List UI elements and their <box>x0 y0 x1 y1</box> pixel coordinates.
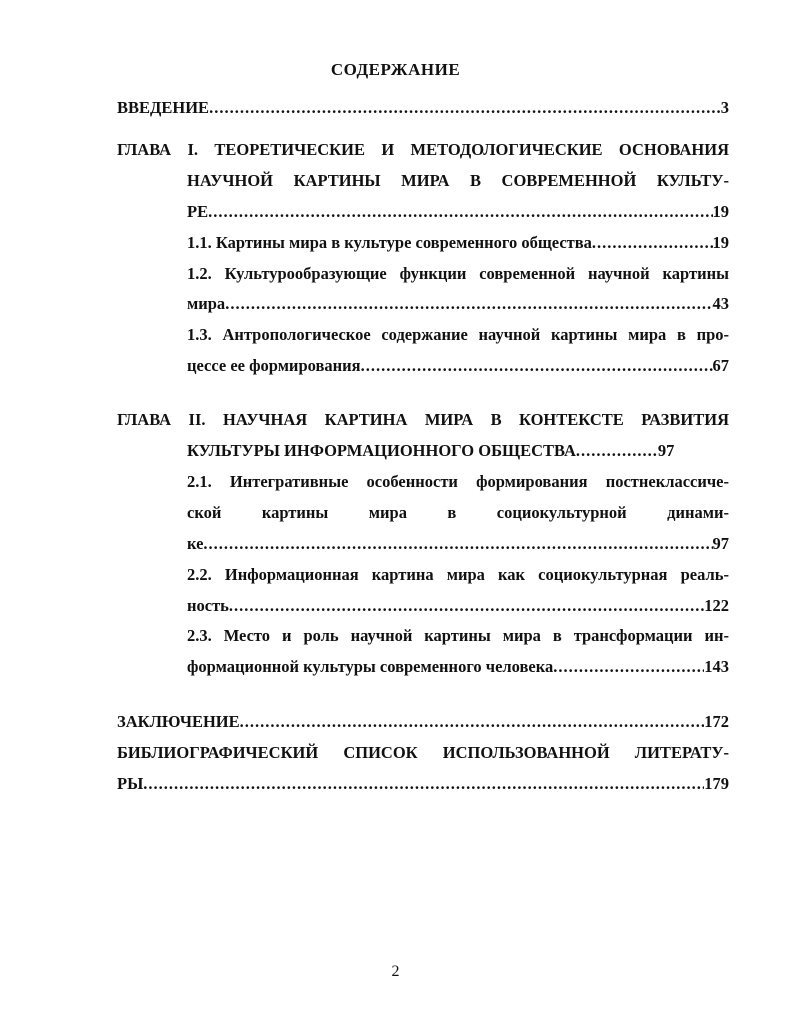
page-number: 2 <box>391 963 400 980</box>
toc-entry-1-3-line1: 1.3. Антропологическое содержание научной картины мира в про- <box>187 325 729 344</box>
toc-entry-2-3-line2 <box>187 657 729 677</box>
toc-entry-2-1-line1: 2.1. Интегративные особенности формирования постнеклассиче- <box>187 472 729 491</box>
toc-entry-text: ВВЕДЕНИЕ <box>117 98 210 117</box>
toc-page-number: 122 <box>704 596 729 615</box>
leader-dots: ................ <box>575 441 658 460</box>
toc-entry-1-2-line1: 1.2. Культурообразующие функции современной научной картины <box>187 264 729 283</box>
toc-entry-2-1-line3 <box>187 534 729 554</box>
toc-entry-text: мира <box>187 294 226 313</box>
leader-dots <box>592 233 713 253</box>
toc-page-number: 179 <box>704 774 729 793</box>
toc-entry-text: КУЛЬТУРЫ ИНФОРМАЦИОННОГО ОБЩЕСТВА <box>187 441 576 460</box>
toc-entry-2-3-line1: 2.3. Место и роль научной картины мира в трансформации ин- <box>187 626 729 645</box>
leader-dots <box>143 774 704 794</box>
toc-page-number: 43 <box>712 294 729 313</box>
leader-dots <box>240 712 705 732</box>
toc-entry-text: ЗАКЛЮЧЕНИЕ <box>117 712 240 731</box>
toc-entry-1-2-line2 <box>187 294 729 314</box>
toc-entry-2-2-line2 <box>187 596 729 616</box>
toc-entry-bibliography-line2 <box>117 774 729 794</box>
toc-entry-bibliography-line1: БИБЛИОГРАФИЧЕСКИЙ СПИСОК ИСПОЛЬЗОВАННОЙ ЛИТЕРАТУ- <box>117 743 729 762</box>
toc-page-number: 67 <box>712 356 729 375</box>
leader-dots <box>225 294 712 314</box>
toc-entry-text: формационной культуры современного человека <box>187 657 554 676</box>
leader-dots <box>203 534 712 554</box>
page-title: СОДЕРЖАНИЕ <box>330 60 461 79</box>
toc-page-number: 97 <box>712 534 729 553</box>
toc-page-number: 19 <box>712 202 729 221</box>
leader-dots <box>208 202 712 222</box>
toc-page-number: 97 <box>657 441 675 460</box>
toc-entry-1-3-line2 <box>187 356 729 376</box>
toc-page-number: 172 <box>704 712 729 731</box>
toc-entry-intro <box>117 98 729 118</box>
toc-entry-text: РЕ <box>187 202 209 221</box>
toc-entry-text: цессе ее формирования <box>187 356 361 375</box>
chapter-1-heading-line3 <box>187 202 729 222</box>
toc-entry-2-2-line1: 2.2. Информационная картина мира как социокультурная реаль- <box>187 565 729 584</box>
chapter-2-heading-line1: ГЛАВА II. НАУЧНАЯ КАРТИНА МИРА В КОНТЕКСТЕ РАЗВИТИЯ <box>117 410 729 429</box>
toc-page-number: 19 <box>712 233 729 252</box>
toc-page-number: 3 <box>720 98 729 117</box>
chapter-2-heading-line2 <box>187 441 729 461</box>
chapter-1-heading-line2: НАУЧНОЙ КАРТИНЫ МИРА В СОВРЕМЕННОЙ КУЛЬТУ- <box>187 171 729 190</box>
toc-entry-text: ность <box>187 596 229 615</box>
chapter-1-heading-line1: ГЛАВА I. ТЕОРЕТИЧЕСКИЕ И МЕТОДОЛОГИЧЕСКИЕ ОСНОВАНИЯ <box>117 140 729 159</box>
leader-dots <box>361 356 713 376</box>
toc-entry-text: ке <box>187 534 204 553</box>
toc-entry-2-1-line2: ской картины мира в социокультурной динами- <box>187 503 729 522</box>
leader-dots <box>553 657 704 677</box>
leader-dots <box>209 98 721 118</box>
toc-entry-1-1 <box>187 233 729 253</box>
toc-page-number: 143 <box>704 657 729 676</box>
leader-dots <box>229 596 704 616</box>
toc-entry-text: РЫ <box>117 774 144 793</box>
toc-entry-conclusion <box>117 712 729 732</box>
toc-entry-text: 1.1. Картины мира в культуре современного общества <box>187 233 592 252</box>
